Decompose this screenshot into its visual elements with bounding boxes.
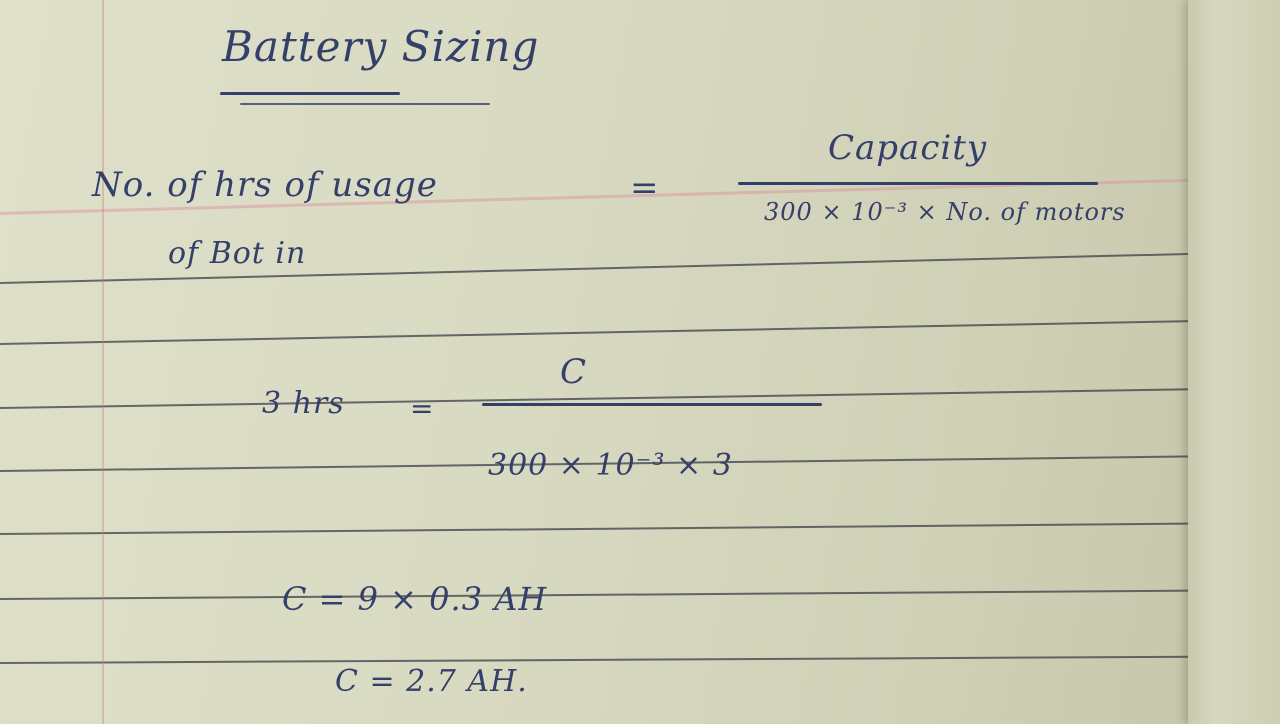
result-final: C = 2.7 AH. [335,664,528,699]
formula-lhs-line1: No. of hrs of usage [92,165,438,205]
page-title: Battery Sizing [222,22,540,71]
ruled-line [0,655,1250,664]
formula-equals: = [630,168,660,208]
page-edge [1188,0,1280,724]
ruled-line [0,320,1220,345]
substitution-denominator: 300 × 10⁻³ × 3 [488,448,733,483]
formula-denominator: 300 × 10⁻³ × No. of motors [764,198,1126,226]
ruled-line [0,589,1245,600]
ruled-line [0,522,1240,535]
margin-line [102,0,104,724]
title-underline [240,103,490,105]
substitution-numerator: C [560,352,588,392]
title-underline [220,92,400,95]
formula-lhs-line2: of Bot in [168,236,307,271]
substitution-lhs: 3 hrs [262,386,345,421]
substitution-equals: = [410,392,435,425]
formula-numerator: Capacity [828,128,988,168]
result-step: C = 9 × 0.3 AH [282,580,548,618]
formula-fraction-bar [738,182,1098,185]
substitution-fraction-bar [482,403,822,406]
